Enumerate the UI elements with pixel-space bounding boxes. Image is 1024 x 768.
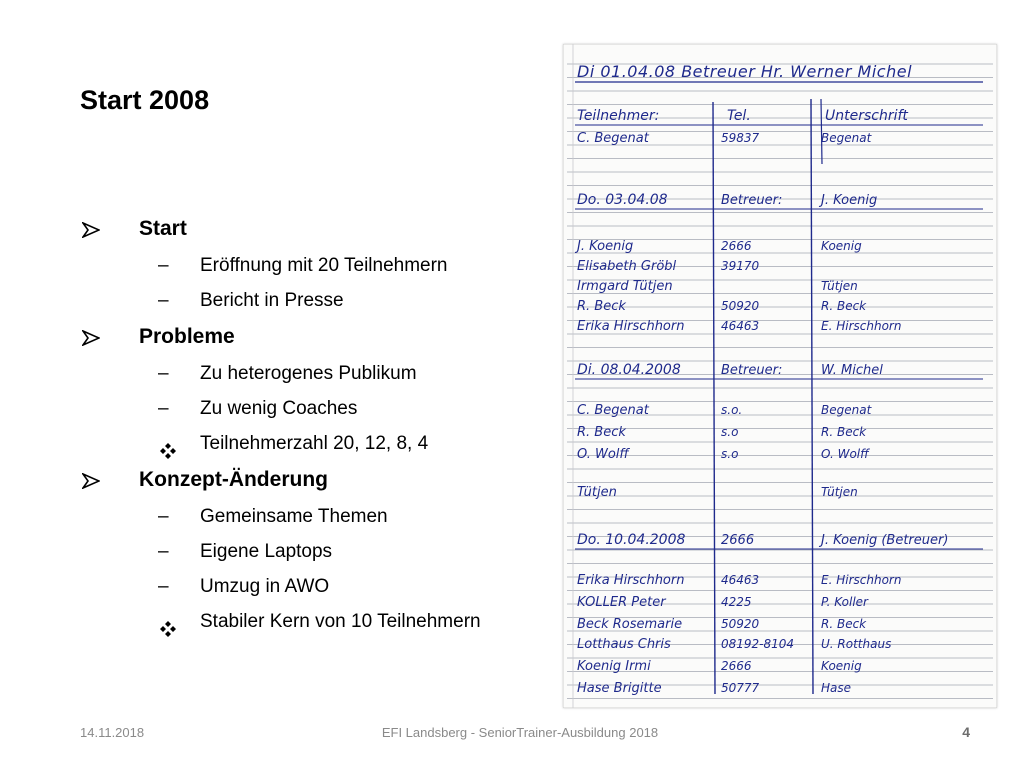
arrowhead-bullet-icon (80, 461, 104, 499)
four-diamond-bullet-icon (160, 436, 176, 452)
dash-marker: – (158, 541, 169, 562)
sheet-row-signature: R. Beck (821, 299, 867, 313)
sub-bullet (80, 604, 560, 639)
sheet-row-phone: 4225 (721, 595, 752, 609)
sheet-row-signature: Koenig (821, 659, 862, 673)
sheet-row-phone: 50777 (721, 681, 760, 695)
sheet-row-phone: 2666 (721, 533, 755, 548)
sheet-row-phone: s.o. (721, 403, 743, 417)
sheet-row-name: Beck Rosemarie (577, 617, 683, 632)
dash-marker: – (158, 576, 169, 597)
page-number: 4 (962, 724, 970, 740)
sheet-row-phone: Betreuer: (721, 363, 783, 378)
sheet-row-signature: Begenat (821, 131, 872, 145)
sheet-column-heading: Teilnehmer: (577, 108, 660, 124)
sheet-row-name: Do. 10.04.2008 (577, 532, 686, 548)
sheet-row-name: O. Wolff (577, 447, 629, 462)
dash-marker: – (158, 255, 169, 276)
slide-title: Start 2008 (80, 85, 210, 115)
dash-marker: – (158, 506, 169, 527)
sheet-row-name: Tütjen (577, 485, 617, 500)
dash-marker: – (158, 398, 169, 419)
sheet-row-signature: W. Michel (821, 363, 883, 378)
sheet-row-name: Erika Hirschhorn (577, 573, 685, 588)
sheet-row-phone: 50920 (721, 299, 760, 313)
sheet-row-name: C. Begenat (577, 403, 649, 418)
four-diamond-bullet-icon (160, 614, 176, 630)
sheet-row-name: Irmgard Tütjen (577, 279, 673, 294)
sheet-row-name: Di. 08.04.2008 (577, 362, 681, 378)
section-heading-text: Konzept-Änderung (139, 468, 328, 491)
sub-bullet-text: Stabiler Kern von 10 Teilnehmern (200, 611, 481, 632)
sheet-row-name: R. Beck (577, 425, 626, 440)
sheet-row-phone: 46463 (721, 319, 760, 333)
sub-bullet-text: Zu wenig Coaches (200, 398, 358, 419)
dash-marker: – (158, 290, 169, 311)
sheet-row-name: Lotthaus Chris (577, 637, 671, 652)
sheet-row-phone: 50920 (721, 617, 760, 631)
sheet-row-phone: 46463 (721, 573, 760, 587)
sheet-row-signature: Hase (821, 681, 852, 695)
sub-bullet (80, 356, 560, 391)
sub-bullet (80, 248, 560, 283)
sheet-row-phone: 2666 (721, 659, 752, 673)
sub-bullet (80, 283, 560, 318)
sheet-row-signature: O. Wolff (821, 447, 869, 461)
sheet-row-name: Hase Brigitte (577, 681, 662, 696)
bullet-list (80, 210, 560, 639)
sheet-row-signature: Tütjen (821, 279, 858, 293)
sub-bullet (80, 391, 560, 426)
sheet-row-name: J. Koenig (577, 239, 634, 254)
sheet-row-signature: U. Rotthaus (821, 637, 892, 651)
section-heading-text: Start (139, 217, 187, 240)
sheet-row-signature: Begenat (821, 403, 872, 417)
attendance-sheet-photo (563, 44, 997, 708)
section-heading-text: Probleme (139, 325, 235, 348)
sheet-row-phone: 2666 (721, 239, 752, 253)
sub-bullet (80, 499, 560, 534)
section-heading (80, 210, 560, 248)
sub-bullet-text: Eröffnung mit 20 Teilnehmern (200, 255, 448, 276)
arrowhead-bullet-icon (80, 210, 104, 248)
sheet-row-phone: 08192-8104 (721, 637, 795, 651)
sheet-row-name: Erika Hirschhorn (577, 319, 685, 334)
footer-title: EFI Landsberg - SeniorTrainer-Ausbildung 2018 (381, 725, 659, 740)
sheet-header-text: Di 01.04.08 Betreuer Hr. Werner Michel (577, 62, 913, 81)
sheet-column-heading: Unterschrift (825, 108, 908, 124)
sheet-row-phone: 59837 (721, 131, 760, 145)
sheet-row-signature: Koenig (821, 239, 862, 253)
sheet-row-signature: J. Koenig (821, 193, 878, 208)
sheet-row-name: Elisabeth Gröbl (577, 259, 677, 274)
sheet-row-name: Koenig Irmi (577, 659, 651, 674)
sheet-row-signature: J. Koenig (Betreuer) (821, 533, 949, 548)
sheet-row-signature: E. Hirschhorn (821, 573, 902, 587)
sub-bullet (80, 569, 560, 604)
sub-bullet-text: Eigene Laptops (200, 541, 333, 562)
sheet-row-signature: P. Koller (821, 595, 868, 609)
sheet-row-name: C. Begenat (577, 131, 649, 146)
sheet-row-signature: E. Hirschhorn (821, 319, 902, 333)
sub-bullet (80, 426, 560, 461)
sheet-row-name: R. Beck (577, 299, 626, 314)
sheet-row-phone: s.o (721, 447, 739, 461)
sub-bullet-text: Bericht in Presse (200, 290, 344, 311)
sheet-row-name: Do. 03.04.08 (577, 192, 668, 208)
section-heading (80, 461, 560, 499)
sheet-row-signature: Tütjen (821, 485, 858, 499)
section-heading (80, 318, 560, 356)
arrowhead-bullet-icon (80, 318, 104, 356)
sub-bullet-text: Umzug in AWO (200, 576, 330, 597)
attendance-sheet-drawing (563, 44, 997, 708)
sheet-row-signature: R. Beck (821, 617, 867, 631)
sheet-row-phone: 39170 (721, 259, 760, 273)
sub-bullet-text: Gemeinsame Themen (200, 506, 388, 527)
footer-date: 14.11.2018 (80, 725, 145, 740)
sheet-row-signature: R. Beck (821, 425, 867, 439)
sheet-row-phone: Betreuer: (721, 193, 783, 208)
sheet-row-name: KOLLER Peter (577, 595, 666, 610)
sheet-column-heading: Tel. (727, 108, 751, 124)
sheet-row-phone: s.o (721, 425, 739, 439)
dash-marker: – (158, 363, 169, 384)
sub-bullet (80, 534, 560, 569)
sub-bullet-text: Teilnehmerzahl 20, 12, 8, 4 (200, 433, 429, 454)
sub-bullet-text: Zu heterogenes Publikum (200, 363, 417, 384)
